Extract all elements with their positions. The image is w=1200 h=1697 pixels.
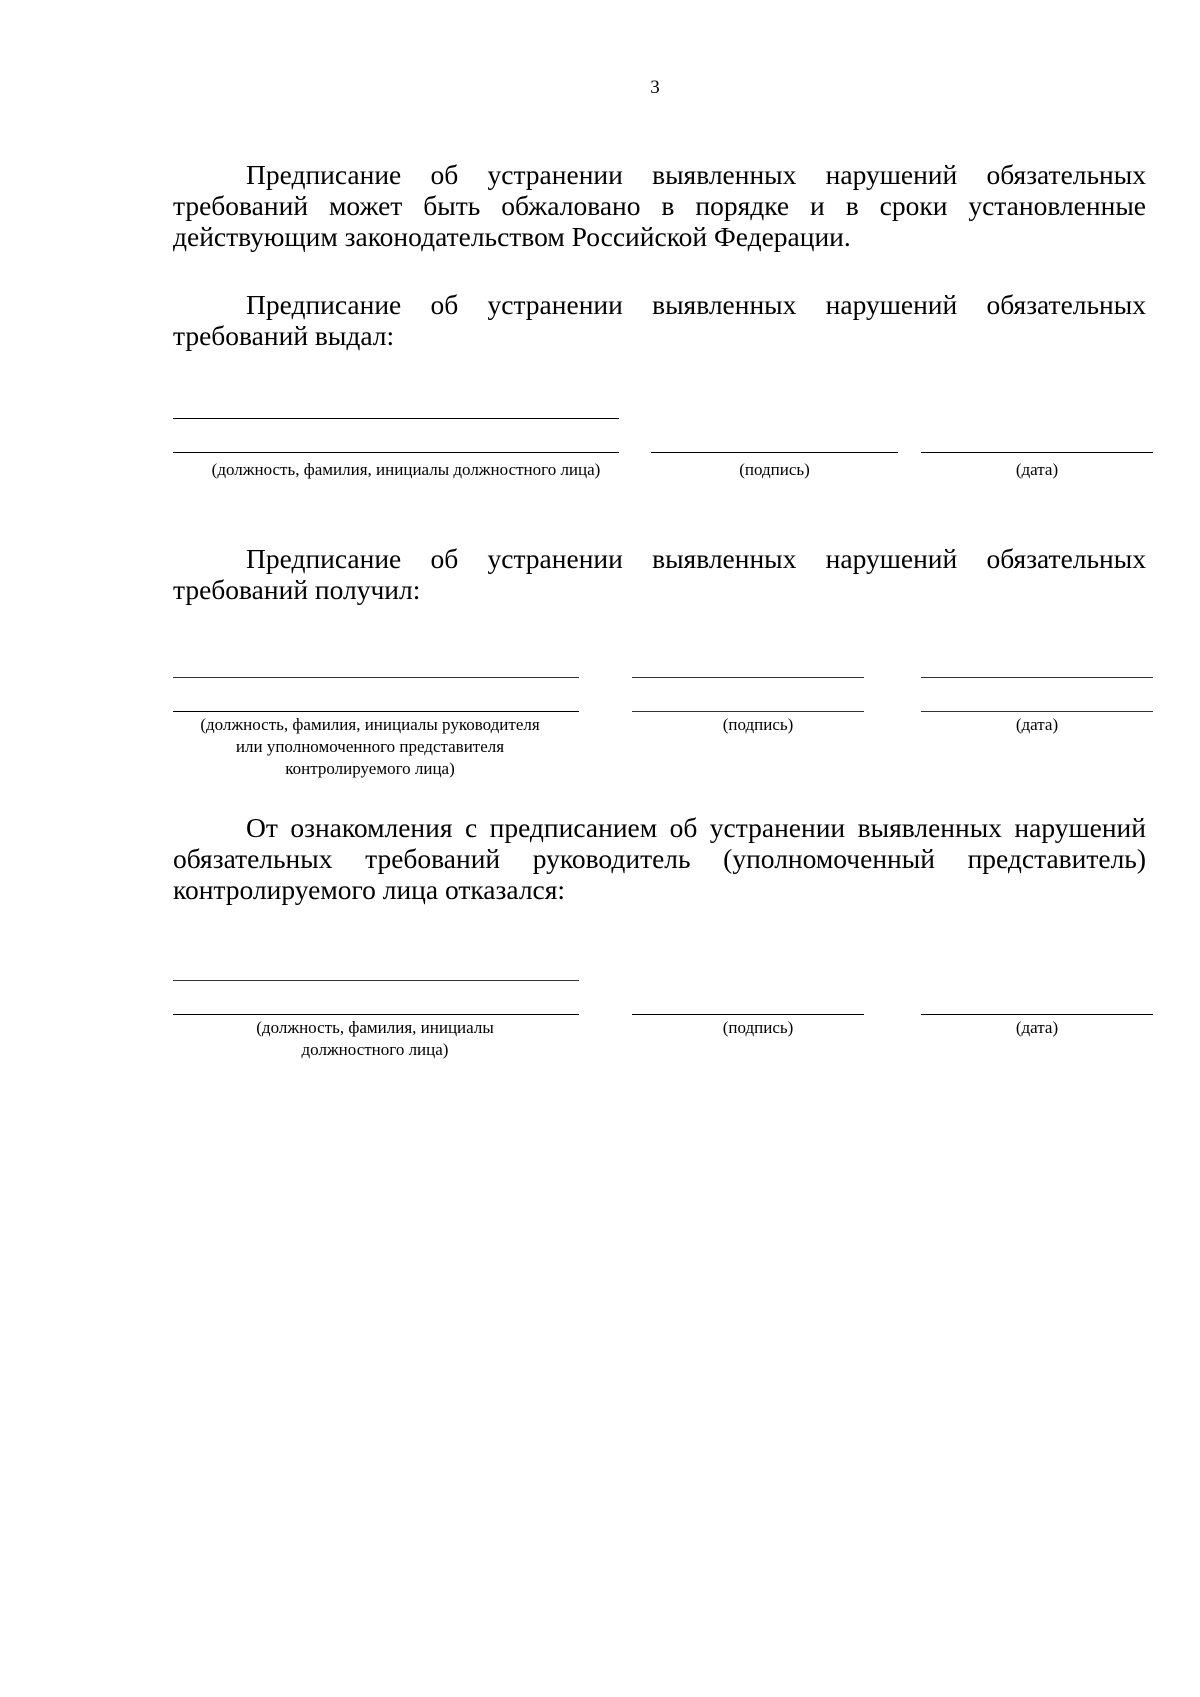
received-position-line-2 — [173, 711, 579, 712]
issued-position-line-1 — [173, 418, 619, 419]
received-date-caption: (дата) — [1015, 715, 1059, 734]
issued-date-line — [921, 452, 1153, 453]
received-signature-caption: (подпись) — [722, 715, 794, 734]
received-date-line-1 — [921, 677, 1153, 678]
issued-position-caption: (должность, фамилия, инициалы должностного лица) — [211, 460, 601, 479]
issued-position-line-2 — [173, 452, 619, 453]
received-position-caption: (должность, фамилия, инициалы руководителя или уполномоченного представителя контролируемого лица) — [200, 715, 540, 778]
received-paragraph: Предписание об устранении выявленных нарушений обязательных требований получил: — [173, 543, 1146, 605]
refused-signature-line — [632, 1014, 864, 1015]
refused-date-line — [921, 1014, 1153, 1015]
appeal-paragraph: Предписание об устранении выявленных нарушений обязательных требований может быть обжаловано в порядке и в сроки установленные действующим законодательством Российской Федерации. — [173, 159, 1146, 252]
issued-signature-line — [651, 452, 898, 453]
refused-position-line-2 — [173, 1014, 579, 1015]
received-position-line-1 — [173, 677, 579, 678]
refused-signature-caption: (подпись) — [722, 1018, 794, 1037]
received-signature-line-1 — [632, 677, 864, 678]
issued-paragraph: Предписание об устранении выявленных нарушений обязательных требований выдал: — [173, 289, 1146, 351]
issued-signature-caption: (подпись) — [739, 460, 810, 479]
page-number: 3 — [650, 77, 660, 98]
received-signature-line-2 — [632, 711, 864, 712]
refused-date-caption: (дата) — [1015, 1018, 1059, 1037]
refused-paragraph: От ознакомления с предписанием об устранении выявленных нарушений обязательных требований руководитель (уполномоченный представитель) контролируемого лица отказался: — [173, 812, 1146, 905]
refused-position-caption: (должность, фамилия, инициалы должностного лица) — [256, 1018, 494, 1059]
refused-position-line-1 — [173, 980, 579, 981]
received-date-line-2 — [921, 711, 1153, 712]
issued-date-caption: (дата) — [1015, 460, 1059, 479]
